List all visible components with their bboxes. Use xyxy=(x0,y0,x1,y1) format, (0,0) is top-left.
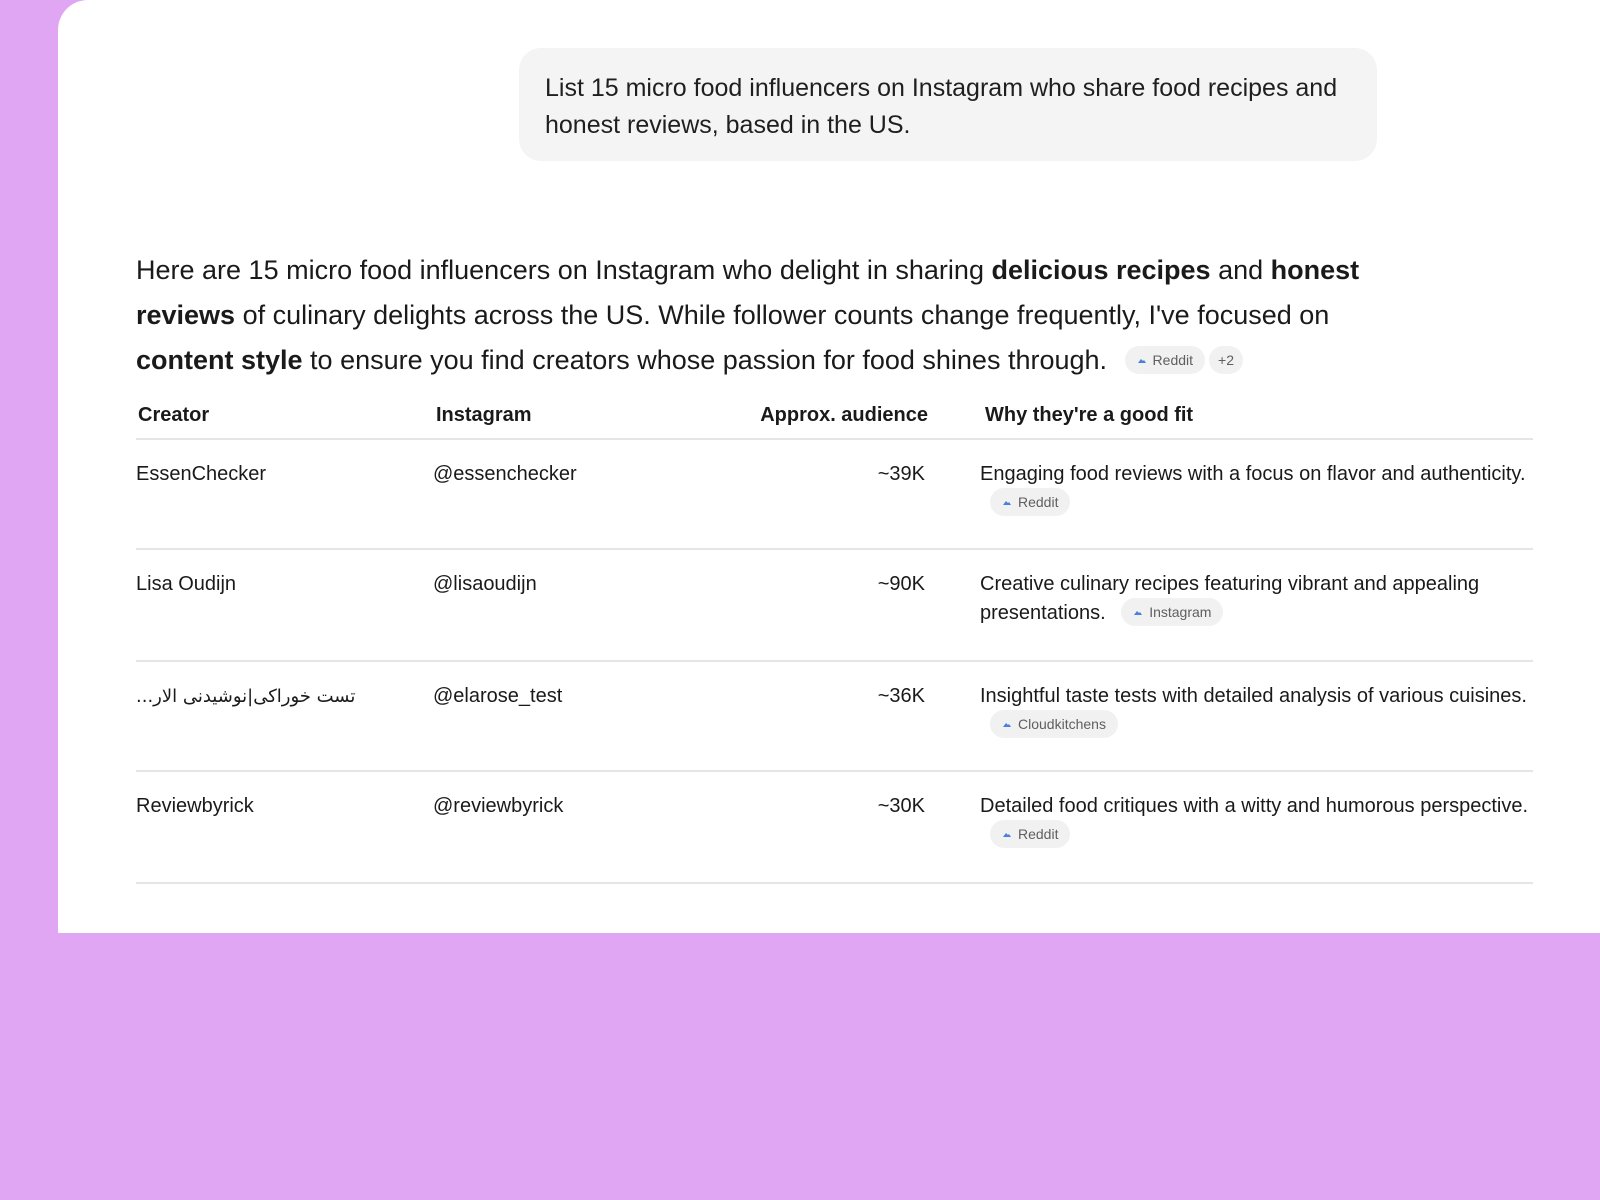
answer-text: and xyxy=(1210,255,1271,285)
cell-audience: ~39K xyxy=(877,463,925,485)
cell-fit xyxy=(925,682,1533,770)
cell-creator: EssenChecker xyxy=(136,463,267,485)
table-row xyxy=(136,772,1533,884)
cell-fit-text: Creative culinary recipes featuring vibrant and appealing presentations. xyxy=(980,573,1480,624)
header-fit: Why they're a good fit xyxy=(985,403,1194,426)
influencer-table xyxy=(136,392,1533,884)
source-chip[interactable] xyxy=(990,710,1118,738)
source-mountain-icon xyxy=(1002,829,1012,839)
cell-fit xyxy=(925,792,1533,882)
source-mountain-icon xyxy=(1137,355,1147,365)
header-audience: Approx. audience xyxy=(760,403,928,426)
answer-bold-reviews: honest reviews xyxy=(136,255,1360,330)
table-row xyxy=(136,662,1533,772)
cell-fit xyxy=(925,570,1533,660)
answer-text: of culinary delights across the US. While follower counts change frequently, I've focused on xyxy=(235,300,1330,330)
table-row xyxy=(136,550,1533,662)
cell-instagram: @lisaoudijn xyxy=(433,573,537,595)
cell-audience: ~90K xyxy=(877,573,925,595)
more-sources-chip[interactable]: +2 xyxy=(1209,346,1243,374)
answer-bold-recipes: delicious recipes xyxy=(991,255,1211,285)
cell-instagram: @elarose_test xyxy=(433,685,563,707)
cell-audience: ~36K xyxy=(877,685,925,707)
source-chip-label: Instagram xyxy=(1149,603,1212,620)
assistant-answer xyxy=(136,248,1396,383)
answer-text: Here are 15 micro food influencers on Instagram who delight in sharing xyxy=(136,255,992,285)
cell-fit-text: Detailed food critiques with a witty and humorous perspective. xyxy=(980,795,1529,817)
cell-creator: Lisa Oudijn xyxy=(136,573,237,595)
table-header xyxy=(136,392,1533,440)
source-mountain-icon xyxy=(1133,607,1143,617)
source-mountain-icon xyxy=(1002,497,1012,507)
source-chip-label: Reddit xyxy=(1152,351,1194,368)
source-chip-label: Reddit xyxy=(1018,493,1059,510)
cell-instagram: @reviewbyrick xyxy=(433,795,564,817)
source-chip[interactable] xyxy=(1121,598,1223,626)
cell-creator xyxy=(136,682,433,770)
table-row xyxy=(136,440,1533,550)
cell-fit xyxy=(925,460,1533,548)
cell-audience: ~30K xyxy=(877,795,925,817)
cell-creator-text: تست خوراکی|نوشیدنی الار... xyxy=(136,686,356,707)
answer-bold-content-style: content style xyxy=(136,345,303,375)
chat-panel xyxy=(58,0,1600,933)
source-chip[interactable] xyxy=(990,488,1070,516)
user-message-bubble: List 15 micro food influencers on Instagram who share food recipes and honest reviews, based in the US. xyxy=(519,48,1377,161)
cell-creator: Reviewbyrick xyxy=(136,795,254,817)
source-chip-label: Cloudkitchens xyxy=(1018,715,1106,732)
cell-fit-text: Insightful taste tests with detailed analysis of various cuisines. xyxy=(980,685,1527,707)
source-mountain-icon xyxy=(1002,719,1012,729)
source-chip-label: Reddit xyxy=(1018,825,1059,842)
header-creator: Creator xyxy=(138,403,210,426)
cell-fit-text: Engaging food reviews with a focus on flavor and authenticity. xyxy=(980,463,1526,485)
answer-text: to ensure you find creators whose passion for food shines through. xyxy=(302,345,1108,375)
cell-instagram: @essenchecker xyxy=(433,463,577,485)
source-chip[interactable] xyxy=(990,820,1070,848)
source-chip[interactable] xyxy=(1125,346,1205,374)
header-instagram: Instagram xyxy=(436,403,532,426)
